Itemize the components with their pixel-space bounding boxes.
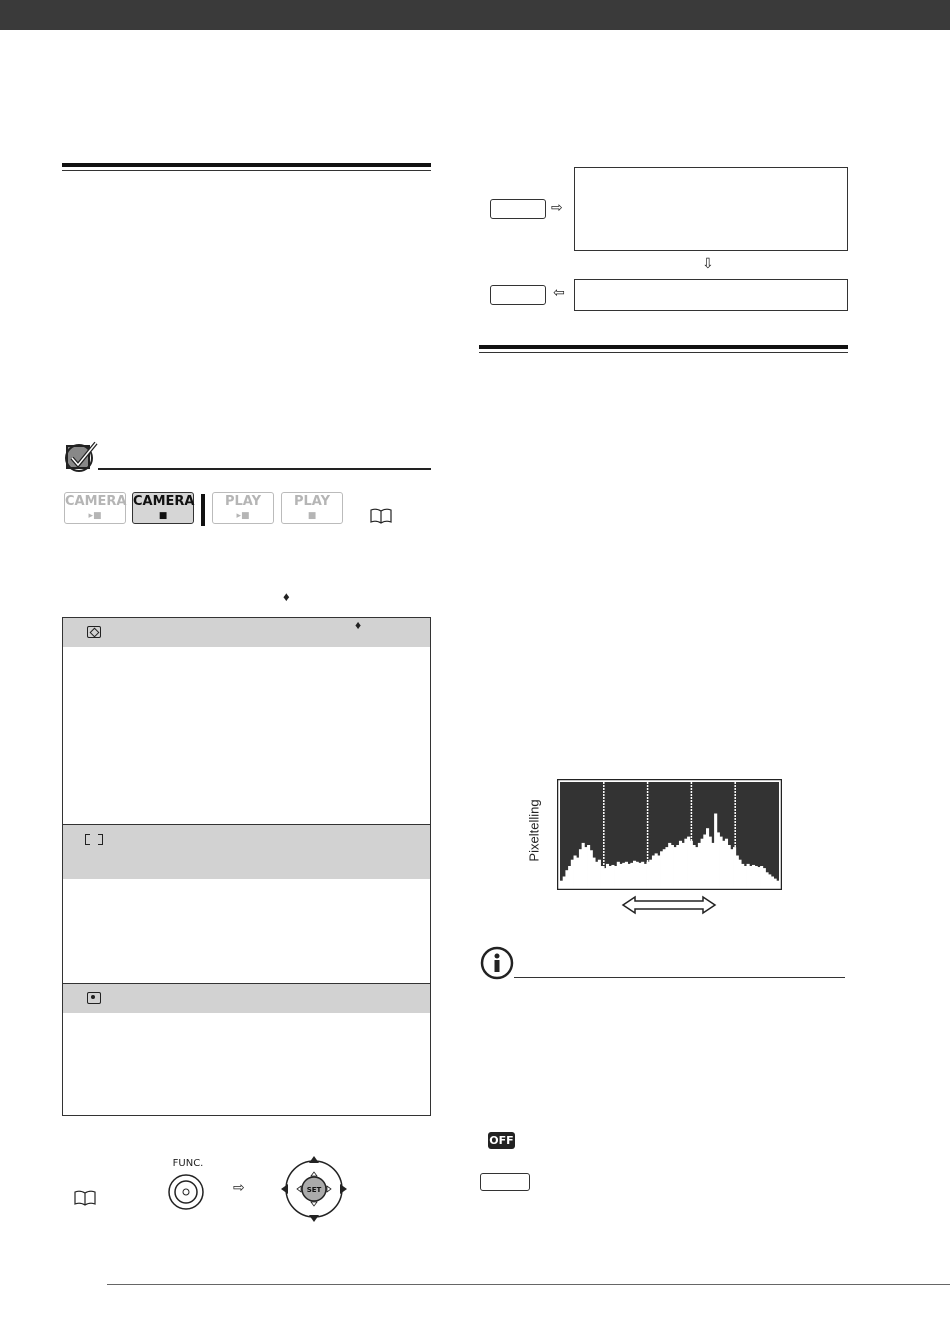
checklist-icon [63,438,99,474]
histogram-bar [768,874,771,887]
flow-box-bottom [574,279,848,311]
histogram-bar [565,870,568,887]
histogram-bar [614,866,617,887]
histogram-bar [584,847,587,887]
histogram-bar [698,843,701,887]
center-weighted-metering-icon [85,834,103,845]
histogram-bar [763,868,766,887]
histogram-bar [765,872,768,887]
book-icon [369,508,393,529]
histogram-bar [652,856,655,888]
section-rule [62,163,431,167]
histogram-bar [598,860,601,887]
book-icon [73,1190,97,1211]
mode-play-movie: PLAY ▸■ [212,492,274,524]
joystick-set-icon [279,1154,349,1229]
histogram-bar [609,866,612,887]
evaluative-metering-icon [87,626,101,638]
row-spot-header [63,984,430,1013]
histogram-bar [687,837,690,887]
histogram-bar [725,839,728,887]
histogram-bar [703,835,706,888]
histogram-bar [692,845,695,887]
histogram-bar [644,864,647,887]
histogram-bar [738,860,741,887]
histogram-bar [668,843,671,887]
mode-camera-photo: CAMERA ■ [132,492,194,524]
flow-box-top [574,167,848,251]
right-arrow-icon: ⇨ [551,200,563,216]
histogram-bar [617,862,620,887]
func-label: FUNC. [172,1158,204,1169]
histogram-bar [728,845,731,887]
histogram-bar [633,861,636,887]
mode-selector [64,492,354,528]
button-graphic-top [490,199,546,219]
histogram-bar [647,862,650,887]
histogram-bar [741,864,744,887]
histogram-bar [622,863,625,887]
left-arrow-icon: ⇦ [553,285,565,301]
histogram-range-arrow [621,895,717,920]
histogram-bar [744,866,747,887]
histogram-bar [630,863,633,887]
histogram-bar [674,847,677,887]
histogram-bar [574,856,577,888]
histogram-bar [611,865,614,887]
histogram-bar [720,837,723,887]
info-icon [479,945,515,986]
footer-rule [107,1284,950,1285]
section-rule-thin [479,352,848,353]
button-graphic [480,1173,530,1191]
histogram-chart [557,779,782,890]
histogram-bar [714,814,717,888]
down-arrow-icon: ⇩ [702,256,714,272]
histogram-bar [587,845,590,887]
histogram-bar [563,877,566,888]
histogram-bar [625,862,628,887]
histogram-bar [590,850,593,887]
mode-play-photo: PLAY ■ [281,492,343,524]
histogram-bar [655,853,658,887]
histogram-bar [730,849,733,887]
button-graphic-bottom [490,285,546,305]
histogram-bar [657,856,660,888]
histogram-bar [560,881,563,887]
histogram-bar [619,864,622,887]
mode-camera-movie: CAMERA ▸■ [64,492,126,524]
histogram-bar [706,828,709,887]
histogram-bar [695,847,698,887]
svg-text:SET: SET [306,1186,322,1194]
histogram-bar [636,862,639,887]
histogram-bar [711,843,714,887]
histogram-bar [709,837,712,887]
metering-table [62,617,431,1116]
next-arrow-icon: ⇨ [233,1180,245,1196]
section-rule [479,345,848,349]
func-button-icon [167,1173,205,1216]
histogram-bar [582,843,585,887]
histogram-bar [595,862,598,887]
histogram-bar [576,858,579,887]
histogram-bar [641,862,644,887]
histogram-ylabel: Pixeltelling [526,799,542,862]
histogram-bar [568,866,571,887]
histogram-bar [749,866,752,887]
histogram-bar [682,843,685,887]
default-diamond-mark: ♦ [283,589,290,604]
histogram-bar [660,851,663,887]
mode-divider [201,494,205,526]
histogram-bar [757,867,760,887]
histogram-bar [679,841,682,887]
default-diamond-mark: ♦ [355,618,362,632]
checklist-rule [98,468,431,470]
histogram-bar [684,839,687,887]
histogram-bar [760,866,763,887]
section-rule-thin [62,170,431,171]
histogram-bar [776,881,779,887]
histogram-bar [663,849,666,887]
histogram-bar [592,858,595,887]
row-center-weighted-header [63,825,430,879]
header-bar [0,0,950,30]
histogram-bar [747,864,750,887]
histogram-bar [701,839,704,887]
info-rule [514,977,845,978]
histogram-bar [722,841,725,887]
histogram-bar [606,864,609,887]
histogram-bar [771,877,774,888]
off-badge: OFF [489,1134,514,1147]
histogram-bar [717,832,720,887]
histogram-bar [649,860,652,887]
spot-metering-icon [87,992,101,1004]
histogram-bar [752,865,755,887]
histogram-bar [628,864,631,887]
histogram-bar [579,849,582,887]
histogram-ylabel-wrap [519,797,549,867]
histogram-bar [671,845,674,887]
histogram-bar [676,845,679,887]
histogram-bar [638,863,641,887]
histogram-bar [571,860,574,887]
histogram-bar [774,879,777,887]
histogram-bar [755,866,758,887]
histogram-bar [665,847,668,887]
histogram-bar [736,856,739,888]
row-evaluative-header [63,618,430,647]
